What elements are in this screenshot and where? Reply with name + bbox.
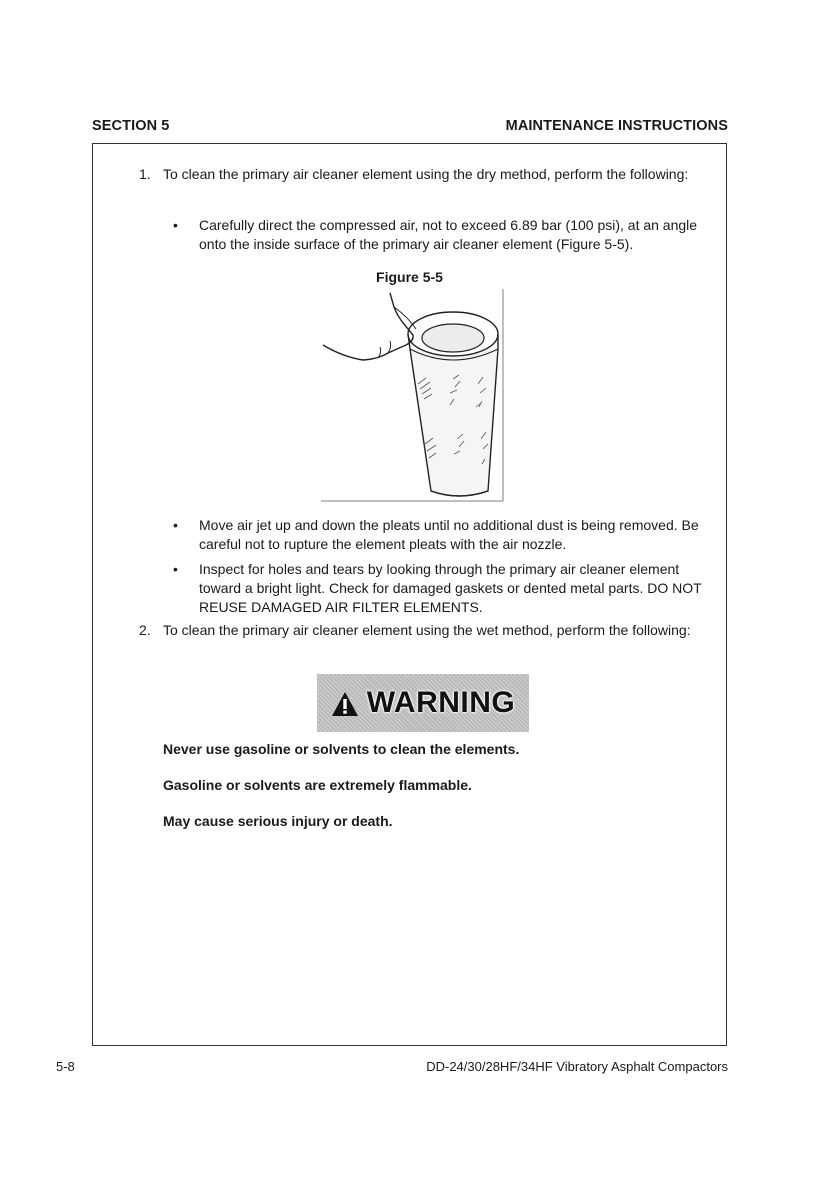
- bullet-item: [173, 216, 708, 254]
- figure-air-filter-illustration: [318, 289, 508, 504]
- figure-title: Figure 5-5: [376, 269, 443, 285]
- bullet-icon: •: [173, 517, 178, 533]
- bullet-icon: •: [173, 217, 178, 233]
- section-label: SECTION 5: [92, 118, 170, 134]
- bullet-text: Carefully direct the compressed air, not to exceed 6.89 bar (100 psi), at an angle onto the inside surface of the primary air cleaner element (Figure 5-5).: [199, 217, 698, 252]
- warning-banner: [317, 674, 529, 732]
- step-text: To clean the primary air cleaner element using the dry method, perform the following:: [163, 166, 689, 182]
- step-1: [139, 165, 699, 184]
- bullet-text: Inspect for holes and tears by looking through the primary air cleaner element toward a bright light. Check for damaged gaskets or dented metal parts. DO NOT REUSE DAMAGED AIR FILTER ELEMENTS.: [199, 561, 702, 615]
- bullet-icon: •: [173, 561, 178, 577]
- step-text: To clean the primary air cleaner element using the wet method, perform the following:: [163, 622, 691, 638]
- step-number: 2.: [139, 622, 151, 638]
- step-2: [139, 621, 699, 640]
- header-title: MAINTENANCE INSTRUCTIONS: [505, 118, 728, 134]
- content-frame: [92, 143, 727, 1046]
- warning-line: May cause serious injury or death.: [163, 813, 393, 829]
- bullet-item: [173, 516, 708, 554]
- page-number: 5-8: [56, 1059, 75, 1074]
- step-number: 1.: [139, 166, 151, 182]
- warning-triangle-icon: [331, 691, 359, 717]
- footer-product: DD-24/30/28HF/34HF Vibratory Asphalt Compactors: [426, 1059, 728, 1074]
- warning-label: WARNING: [366, 686, 516, 719]
- bullet-text: Move air jet up and down the pleats until no additional dust is being removed. Be careful not to rupture the element pleats with the air nozzle.: [199, 517, 699, 552]
- warning-line: Gasoline or solvents are extremely flammable.: [163, 777, 472, 793]
- warning-line: Never use gasoline or solvents to clean the elements.: [163, 741, 520, 757]
- bullet-item: [173, 560, 708, 617]
